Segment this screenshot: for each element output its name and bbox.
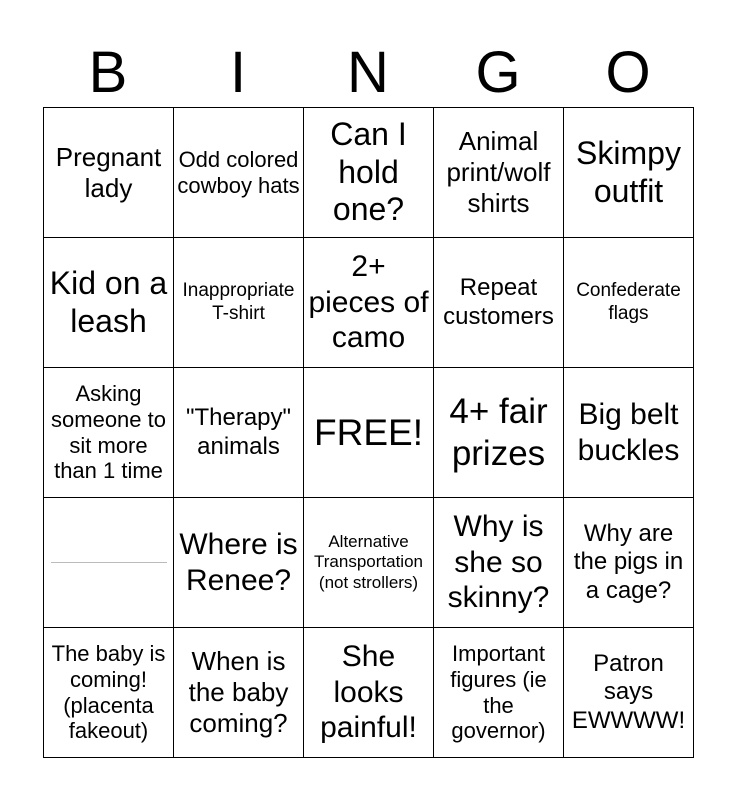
bingo-header [43,40,693,106]
bingo-cell[interactable]: Odd colored cowboy hats [174,108,304,238]
bingo-cell[interactable]: Patron says EWWWW! [564,628,694,758]
free-space-cell[interactable]: FREE! [304,368,434,498]
bingo-cell[interactable]: Why are the pigs in a cage? [564,498,694,628]
bingo-cell[interactable]: Big belt buckles [564,368,694,498]
bingo-cell[interactable]: 2+ pieces of camo [304,238,434,368]
header-letter-b: B [88,40,128,105]
bingo-cell[interactable]: She looks painful! [304,628,434,758]
bingo-cell[interactable]: When is the baby coming? [174,628,304,758]
bingo-cell[interactable]: Skimpy outfit [564,108,694,238]
header-letter-o: O [605,40,651,105]
blank-cell[interactable] [44,498,174,628]
blank-line [51,562,167,563]
bingo-cell[interactable]: Alternative Transportation (not strollers) [304,498,434,628]
bingo-cell[interactable]: Kid on a leash [44,238,174,368]
bingo-board [43,107,694,758]
bingo-cell[interactable]: The baby is coming! (placenta fakeout) [44,628,174,758]
bingo-cell[interactable]: Confederate flags [564,238,694,368]
bingo-cell[interactable]: 4+ fair prizes [434,368,564,498]
bingo-cell[interactable]: Can I hold one? [304,108,434,238]
board-row [44,368,694,498]
bingo-cell[interactable]: Pregnant lady [44,108,174,238]
header-letter-g: G [475,40,521,105]
bingo-cell[interactable]: Repeat customers [434,238,564,368]
bingo-cell[interactable]: Animal print/wolf shirts [434,108,564,238]
header-letter-i: I [229,40,247,105]
bingo-cell[interactable]: Asking someone to sit more than 1 time [44,368,174,498]
board-row [44,238,694,368]
board-row [44,498,694,628]
bingo-cell[interactable]: Where is Renee? [174,498,304,628]
board-row [44,628,694,758]
bingo-cell[interactable]: Important figures (ie the governor) [434,628,564,758]
board-row [44,108,694,238]
header-letter-n: N [347,40,389,105]
bingo-cell[interactable]: Why is she so skinny? [434,498,564,628]
bingo-cell[interactable]: Inappropriate T-shirt [174,238,304,368]
bingo-cell[interactable]: "Therapy" animals [174,368,304,498]
